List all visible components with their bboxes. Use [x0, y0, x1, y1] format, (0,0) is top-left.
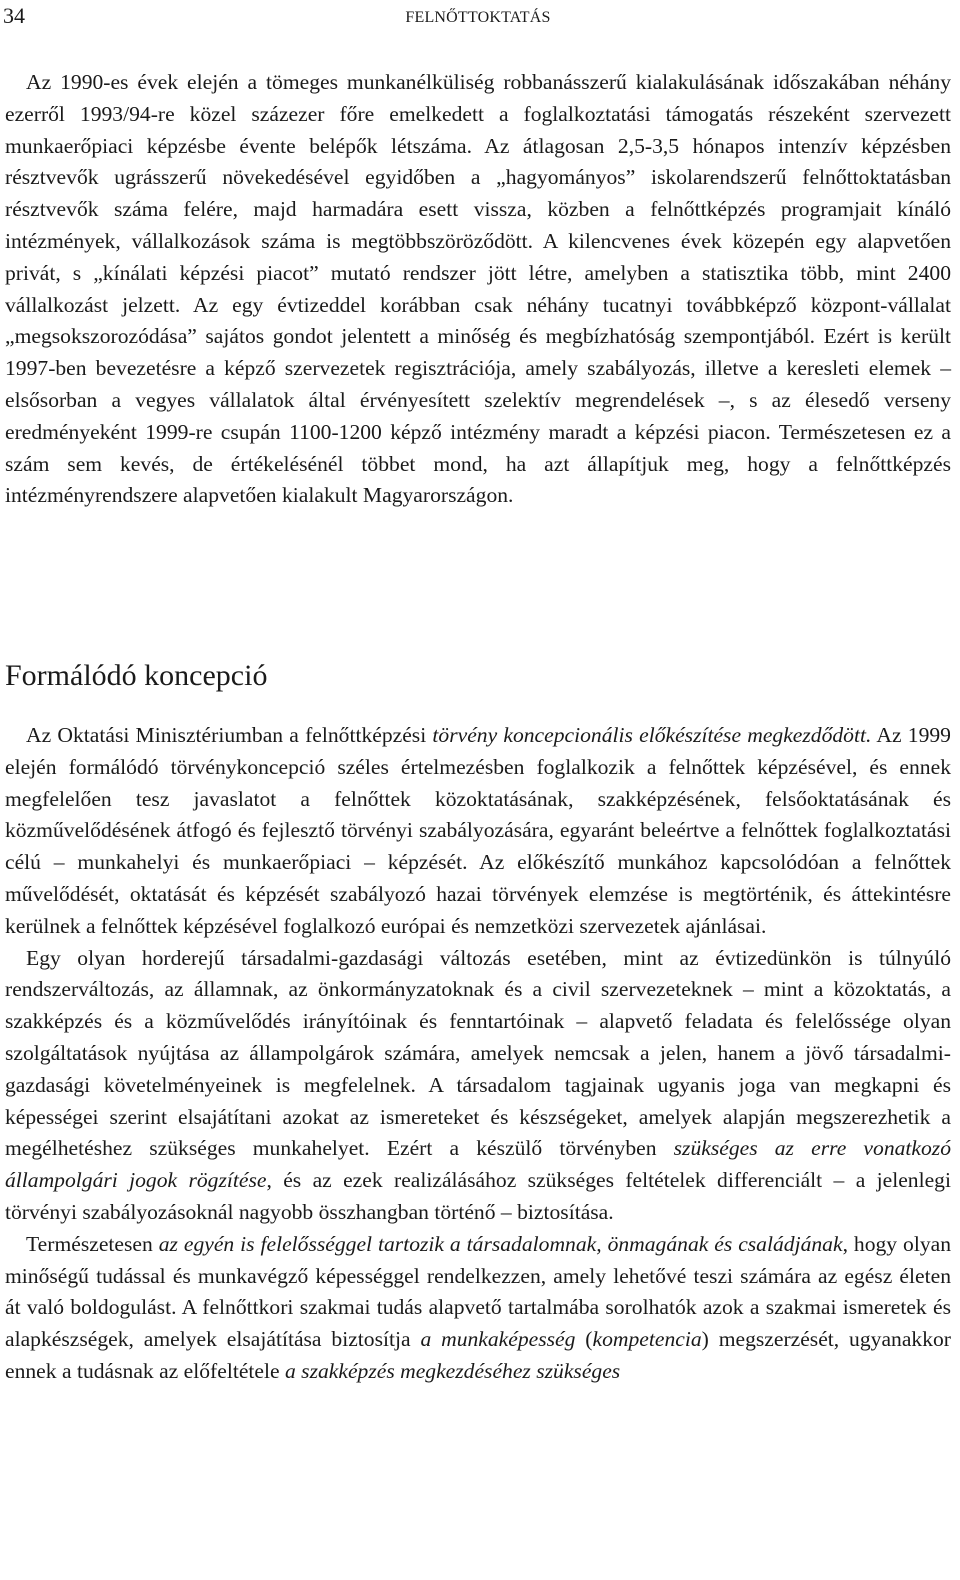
page-header — [3, 2, 953, 32]
paragraph — [5, 1229, 951, 1388]
text-run: , és az ezek realizálásához szükséges feltételek differenciált – a jelenlegi törvényi szabályozásoknál nagyobb összhangban történő – biztosítása. — [5, 1168, 951, 1224]
text-run: Az 1990-es évek elején a tömeges munkanélküliség robbanásszerű kialakulásának időszakában néhány ezerről 1993/94-re közel százezer főre emelkedett a foglalkoztatási támogatás részeként szervezett munkaerőpiaci képzésbe évente belépők létszáma. Az átlagosan 2,5-3,5 hónapos intenzív képzésben résztvevők ugrásszerű növekedésével egyidőben a „hagyományos” iskolarendszerű felnőttoktatásban résztvevők száma felére, majd harmadára esett vissza, közben a felnőttképzés programjait kínáló intézmények, vállalkozások száma is megtöbbszöröződött. A kilencvenes évek közepén egy alapvetően privát, s „kínálati képzési piacot” mutató rendszer jött létre, amelyben a statisztika több, mint 2400 vállalkozást jelzett. Az egy évtizeddel korábban csak néhány tucatnyi továbbképző központ-vállalat „megsokszorozódása” sajátos gondot jelentett a minőség és megbízhatóság szempontjából. Ezért is került 1997-ben bevezetésre a képző szervezetek regisztrációja, amely szabályozás, illetve a keresleti elemek – elsősorban a vegyes vállalatok által érvényesített szelektív megrendelések –, s az élesedő verseny eredményeként 1999-re csupán 1100-1200 képző intézmény maradt a képzési piacon. Természetesen ez a szám sem kevés, de értékelésénél többet mond, ha azt állapítjuk meg, hogy a felnőttképzés intézményrendszere alapvetően kialakult Magyarországon. — [5, 70, 951, 508]
italic-text: szükséges az erre vonatkozó állampolgári jogok rögzítése — [5, 1136, 951, 1193]
running-head: FELNŐTTOKTATÁS — [405, 9, 551, 26]
text-run: ( — [575, 1327, 593, 1352]
text-run: Az Oktatási Minisztériumban a felnőttképzési — [26, 723, 433, 747]
italic-text: a szakképzés megkezdéséhez szükséges — [284, 1358, 621, 1383]
text-run: Egy olyan horderejű társadalmi-gazdasági változás esetében, mint az évtizedünkön is túlnyúló rendszerváltozás, az államnak, az önkormányzatoknak és a civil szervezeteknek – mint a közoktatás, a szakképzés és a közművelődés irányítóinak és fenntartóinak – alapvető feladata és felelőssége olyan szolgáltatások nyújtása az állampolgárok számára, amelyek nemcsak a jelen, hanem a jövő társadalmigazdasági követelményeinek is megfelelnek. A társadalom tagjainak ugyanis joga van megkapni és képességei szerint elsajátítani azokat az ismereteket és készségeket, amelyek alapján megszerezhetik a megélhetéshez szükséges munkahelyet. Ezért a készülő törvényben — [5, 945, 951, 1161]
italic-text: a munkaképesség — [420, 1327, 576, 1352]
italic-text: az egyén is felelősséggel tartozik a társadalomnak, önmagának és családjának — [158, 1231, 843, 1256]
page-number: 34 — [3, 3, 25, 28]
paragraph — [5, 67, 951, 512]
text-run: ) megszerzését, ugyanakkor ennek a tudásnak az előfeltétele — [5, 1327, 951, 1383]
italic-text: törvény koncepcionális előkészítése megkezdődött. — [432, 723, 872, 747]
paragraph — [5, 943, 951, 1229]
italic-text: kompetencia — [592, 1327, 702, 1352]
body-text-bottom — [5, 720, 951, 1388]
text-run: , hogy olyan minőségű tudással és munkavégző képességgel rendelkezzen, amely lehetővé teszi számára az egész életen át való boldogulást. A felnőttkori szakmai tudás alapvető tartalmába sorolhatók azok a szakmai ismeretek és alapkészségek, amelyek elsajátítása biztosítja — [5, 1231, 952, 1352]
body-text-top — [5, 67, 951, 512]
text-run: Természetesen — [26, 1231, 159, 1256]
paragraph — [5, 720, 951, 943]
text-run: Az 1999 elején formálódó törvénykoncepció széles értelmezésben foglalkozik a felnőttek képzésével, és ennek megfelelően tesz javaslatot a felnőttek közoktatásának, szakképzésének, felsőoktatásának és közművelődésének átfogó és fejlesztő törvényi szabályozására, egyaránt beleértve a felnőttek foglalkoztatási célú – munkahelyi és munkaerőpiaci – képzését. Az előkészítő munkához kapcsolódóan a felnőttek művelődését, oktatását és képzését szabályozó hazai törvények elemzése is megtörténik, és áttekintésre kerülnek a felnőttek képzésével foglalkozó európai és nemzetközi szervezetek ajánlásai. — [5, 723, 951, 938]
section-title: Formálódó koncepció — [5, 659, 268, 692]
